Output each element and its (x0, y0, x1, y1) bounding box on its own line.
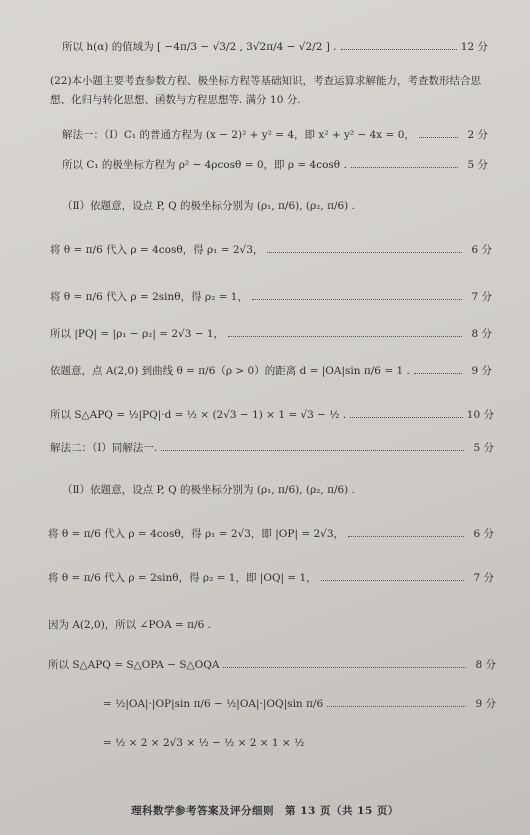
solution-line (50, 408, 494, 422)
solution-line (48, 527, 494, 541)
score-label: 8 分 (475, 659, 496, 671)
solution-line (48, 571, 494, 585)
score-label: 8 分 (471, 328, 492, 340)
solution-line (62, 128, 488, 142)
dot-leader (351, 167, 458, 168)
solution-text: 所以 C₁ 的极坐标方程为 ρ² − 4ρcosθ = 0，即 ρ = 4cosθ . (62, 159, 347, 171)
dot-leader (252, 299, 462, 300)
solution-text: 所以 S△APQ = ½|PQ|·d = ½ × (2√3 − 1) × 1 = √3 − ½ . (50, 409, 347, 421)
solution-text: 将 θ = π/6 代入 ρ = 4cosθ，得 ρ₁ = 2√3， (50, 244, 264, 256)
score-label: 6 分 (471, 244, 492, 256)
dot-leader (341, 49, 457, 50)
solution-text: 将 θ = π/6 代入 ρ = 4cosθ，得 ρ₁ = 2√3，即 |OP| = 2√3， (48, 528, 345, 540)
score-label: 12 分 (460, 41, 488, 53)
solution-line (50, 441, 494, 455)
solution-text: 所以 |PQ| = |ρ₁ − ρ₂| = 2√3 − 1， (50, 328, 225, 340)
score-label: 5 分 (473, 442, 494, 454)
solution-paragraph: = ½ × 2 × 2√3 × ½ − ½ × 2 × 1 × ½ (103, 737, 305, 749)
dot-leader (161, 450, 464, 451)
solution-line (62, 40, 488, 54)
dot-leader (327, 706, 466, 707)
dot-leader (223, 667, 466, 668)
score-label: 9 分 (475, 698, 496, 710)
score-label: 5 分 (467, 159, 488, 171)
solution-paragraph: （Ⅱ）依题意，设点 P, Q 的极坐标分别为 (ρ₁, π/6), (ρ₂, π/6) . (62, 200, 355, 212)
solution-line (50, 243, 492, 257)
problem-22-intro: (22)本小题主要考查参数方程、极坐标方程等基础知识，考查运算求解能力，考查数形结合思想、化归与转化思想、函数与方程思想等. 满分 10 分. (50, 75, 482, 106)
solution-line (50, 327, 492, 341)
score-label: 6 分 (473, 528, 494, 540)
score-label: 7 分 (473, 572, 494, 584)
solution-text: 将 θ = π/6 代入 ρ = 2sinθ，得 ρ₂ = 1，即 |OQ| = 1， (48, 572, 317, 584)
score-label: 7 分 (471, 291, 492, 303)
solution-text: 所以 h(α) 的值域为 [ −4π/3 − √3/2 , 3√2π/4 − √2/2 ] . (62, 41, 337, 53)
score-label: 9 分 (471, 365, 492, 377)
solution-line (103, 697, 496, 711)
solution-paragraph: （Ⅱ）依题意，设点 P, Q 的极坐标分别为 (ρ₁, π/6), (ρ₂, π/6) . (62, 484, 355, 496)
dot-leader (267, 252, 462, 253)
score-label: 2 分 (467, 129, 488, 141)
solution-text: 将 θ = π/6 代入 ρ = 2sinθ，得 ρ₂ = 1， (50, 291, 248, 303)
score-label: 10 分 (466, 409, 494, 421)
solution-line (50, 290, 492, 304)
dot-leader (228, 336, 462, 337)
solution-paragraph: 因为 A(2,0)，所以 ∠POA = π/6 . (48, 619, 211, 631)
dot-leader (348, 536, 464, 537)
dot-leader (419, 137, 458, 138)
dot-leader (414, 373, 462, 374)
solution-text: 解法二：（Ⅰ）同解法一. (50, 442, 158, 454)
solution-line (62, 158, 488, 172)
solution-text: 依题意，点 A(2,0) 到曲线 θ = π/6（ρ > 0）的距离 d = |OA|sin π/6 = 1 . (50, 365, 410, 377)
dot-leader (321, 580, 464, 581)
solution-text: 所以 S△APQ = S△OPA − S△OQA (48, 659, 220, 671)
solution-line (48, 658, 496, 672)
solution-text: = ½|OA|·|OP|sin π/6 − ½|OA|·|OQ|sin π/6 (103, 698, 324, 710)
solution-line (50, 364, 492, 378)
dot-leader (350, 417, 463, 418)
solution-text: 解法一：（Ⅰ）C₁ 的普通方程为 (x − 2)² + y² = 4，即 x² + y² − 4x = 0， (62, 129, 415, 141)
page-footer: 理科数学参考答案及评分细则 第 13 页（共 15 页） (131, 805, 399, 817)
